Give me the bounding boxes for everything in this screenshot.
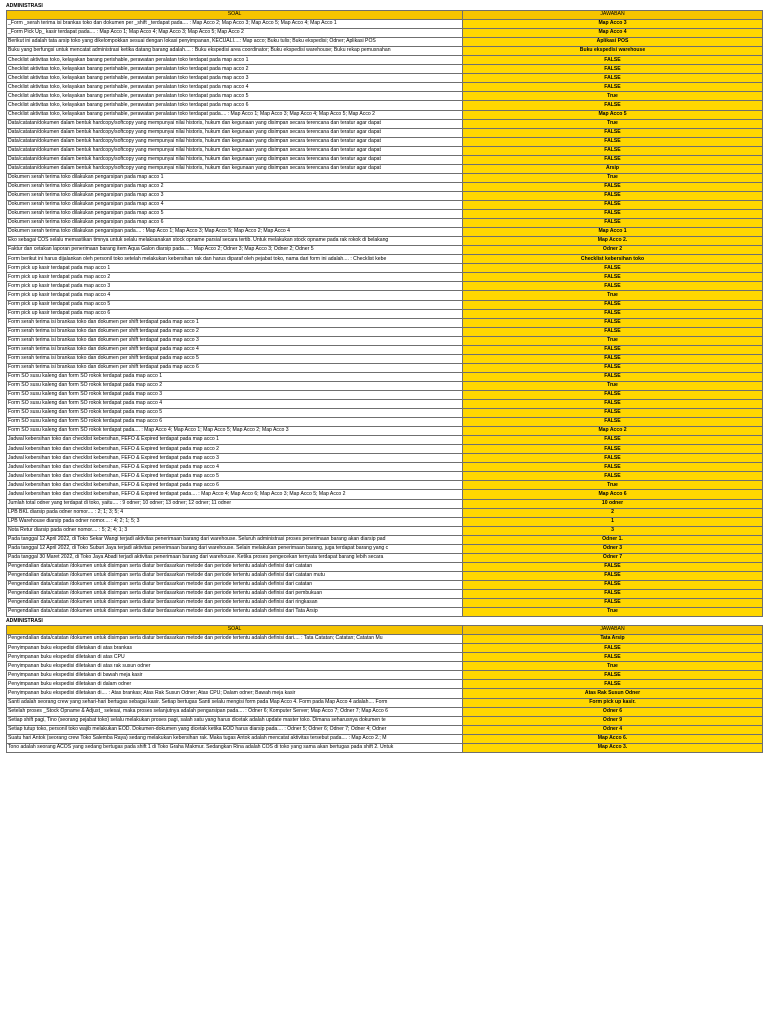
soal-cell[interactable]: Pengendalian data/catatan /dokumen untuk disimpan serta diatur berdasarkan metode dan periode tertentu adalah definisi dari catatan mutu bbox=[7, 571, 463, 580]
table-row bbox=[7, 553, 763, 562]
soal-cell[interactable]: Pada tanggal 12 April 2022, di Toko Sekar Wangi terjadi aktivitas penerimaan barang dari warehouse. Seluruh administrasi proses penerimaan barang akan diarsip pad bbox=[7, 535, 463, 544]
table-row bbox=[7, 83, 763, 92]
jawaban-cell[interactable]: Tata Arsip bbox=[463, 635, 763, 644]
jawaban-cell[interactable]: Odner 1. bbox=[463, 535, 763, 544]
soal-cell[interactable]: Suatu hari Antok (seorang crew Toko Salemba Raya) sedang melakukan kebersihan rak. Maka tugas Antok adalah mencatat aktivitas tersebut pada.... : Map Acco 2.; M bbox=[7, 734, 463, 743]
table-row bbox=[7, 671, 763, 680]
jawaban-cell[interactable]: FALSE bbox=[463, 472, 763, 481]
jawaban-cell[interactable]: True bbox=[463, 608, 763, 617]
table-row bbox=[7, 463, 763, 472]
table-row bbox=[7, 734, 763, 743]
jawaban-cell[interactable]: Odner 3 bbox=[463, 544, 763, 553]
soal-cell[interactable]: Pengendalian data/catatan /dokumen untuk disimpan serta diatur berdasarkan metode dan periode tertentu adalah definisi dari Tata Arsip bbox=[7, 608, 463, 617]
soal-cell[interactable]: Pengendalian data/catatan /dokumen untuk disimpan serta diatur berdasarkan metode dan periode tertentu adalah definisi dari catatan bbox=[7, 562, 463, 571]
soal-cell[interactable]: Form SO susu kaleng dan form SO rokok terdapat pada map acco 5 bbox=[7, 409, 463, 418]
table-row bbox=[7, 517, 763, 526]
jawaban-cell[interactable]: Map Acco 3 bbox=[463, 20, 763, 29]
soal-cell[interactable]: LPB BKL diarsip pada odner nomor.... : 2; 1; 3; 5; 4 bbox=[7, 508, 463, 517]
table-row bbox=[7, 454, 763, 463]
soal-cell[interactable]: Form pick up kasir terdapat pada map acco 6 bbox=[7, 309, 463, 318]
soal-cell[interactable]: Checklist aktivitas toko, kelayakan barang perishable, perawatan peralatan toko terdapat pada map acco 1 bbox=[7, 56, 463, 65]
table-row bbox=[7, 409, 763, 418]
jawaban-cell[interactable]: FALSE bbox=[463, 653, 763, 662]
jawaban-cell[interactable]: FALSE bbox=[463, 210, 763, 219]
soal-cell[interactable]: Setiap shift pagi, Tino (seorang pejabat toko) selalu melakukan proses pagi, salah satu yang harus dicetak adalah update master toko. Dimana seharusnya dokumen te bbox=[7, 716, 463, 725]
table-row bbox=[7, 29, 763, 38]
jawaban-cell[interactable]: True bbox=[463, 381, 763, 390]
table-body bbox=[7, 20, 763, 617]
soal-cell[interactable]: Penyimpanan buku ekspedisi diletakan di.... : Atas brankas; Atas Rak Susun Odner; Atas CPU; Dalam odner; Bawah meja kasir bbox=[7, 689, 463, 698]
jawaban-cell[interactable]: FALSE bbox=[463, 155, 763, 164]
soal-cell[interactable]: Form SO susu kaleng dan form SO rokok terdapat pada map acco 6 bbox=[7, 418, 463, 427]
table-row bbox=[7, 56, 763, 65]
soal-cell[interactable]: Jadwal kebersihan toko dan checklist kebersihan, FEFO & Expired terdapat pada map acco 5 bbox=[7, 472, 463, 481]
soal-cell[interactable]: Dokumen serah terima toko dilakukan pengarsipan pada map acco 4 bbox=[7, 200, 463, 209]
table-row bbox=[7, 544, 763, 553]
soal-cell[interactable]: Form serah terima isi brankas toko dan dokumen per shift terdapat pada map acco 3 bbox=[7, 336, 463, 345]
soal-cell[interactable]: _Form Pick Up_ kasir terdapat pada.... : Map Acco 1; Map Acco 4; Map Acco 3; Map Acco 5; Map Acco 2 bbox=[7, 29, 463, 38]
table-row bbox=[7, 743, 763, 752]
jawaban-cell[interactable]: True bbox=[463, 336, 763, 345]
table-row bbox=[7, 264, 763, 273]
table-row bbox=[7, 255, 763, 264]
soal-cell[interactable]: Form SO susu kaleng dan form SO rokok terdapat pada map acco 4 bbox=[7, 400, 463, 409]
jawaban-cell[interactable]: FALSE bbox=[463, 318, 763, 327]
soal-cell[interactable]: Jadwal kebersihan toko dan checklist kebersihan, FEFO & Expired terdapat pada map acco 1 bbox=[7, 436, 463, 445]
table-row bbox=[7, 345, 763, 354]
section-title: ADMINISTRASI bbox=[6, 618, 43, 625]
table-row bbox=[7, 725, 763, 734]
soal-cell[interactable]: Data/catatan/dokumen dalam bentuk hardcopy/softcopy yang mempunyai nilai historis, hukum dan kegunaan yang disimpan secara terencana dan teratur agar dapat bbox=[7, 119, 463, 128]
soal-cell[interactable]: Form serah terima isi brankas toko dan dokumen per shift terdapat pada map acco 1 bbox=[7, 318, 463, 327]
jawaban-cell[interactable]: FALSE bbox=[463, 445, 763, 454]
qa-table-2 bbox=[6, 625, 763, 753]
soal-cell[interactable]: Santi adalah seorang crew yang sehari-hari bertugas sebagai kasir. Setiap bertugas Santi selalu mengisi form pada Map Acco 4. Form pada Map Acco 4 adalah.... Form bbox=[7, 698, 463, 707]
table-row bbox=[7, 128, 763, 137]
table-row bbox=[7, 427, 763, 436]
jawaban-cell[interactable]: FALSE bbox=[463, 390, 763, 399]
table-row bbox=[7, 608, 763, 617]
table-row bbox=[7, 490, 763, 499]
table-row bbox=[7, 327, 763, 336]
jawaban-cell[interactable]: 2 bbox=[463, 508, 763, 517]
jawaban-cell[interactable]: Map Acco 2. bbox=[463, 237, 763, 246]
table-row bbox=[7, 381, 763, 390]
soal-cell[interactable]: Form serah terima isi brankas toko dan dokumen per shift terdapat pada map acco 4 bbox=[7, 345, 463, 354]
soal-cell[interactable]: Pengendalian data/catatan /dokumen untuk disimpan serta diatur berdasarkan metode dan periode tertentu adalah definisi dari pembukuan bbox=[7, 590, 463, 599]
soal-cell[interactable]: Form berikut ini harus dijalankan oleh personil toko setelah melakukan kebersihan rak dan harus diparaf oleh pejabat toko, nama dari form ini adalah.... : Checklist kebe bbox=[7, 255, 463, 264]
soal-cell[interactable]: Form SO susu kaleng dan form SO rokok terdapat pada.... : Map Acco 4; Map Acco 1; Map Acco 5; Map Acco 2; Map Acco 3 bbox=[7, 427, 463, 436]
soal-cell[interactable]: Pengendalian data/catatan /dokumen untuk disimpan serta diatur berdasarkan metode dan periode tertentu adalah definisi dari.... : Tata Catatan; Catatan; Catatan Mu bbox=[7, 635, 463, 644]
jawaban-cell[interactable]: Aplikasi POS bbox=[463, 38, 763, 47]
table-row bbox=[7, 237, 763, 246]
table-row bbox=[7, 92, 763, 101]
soal-header: SOAL bbox=[7, 11, 463, 20]
soal-cell[interactable]: Penyimpanan buku ekspedisi diletakan di atas brankas bbox=[7, 644, 463, 653]
table-row bbox=[7, 662, 763, 671]
table-row bbox=[7, 680, 763, 689]
table-row bbox=[7, 689, 763, 698]
table-row bbox=[7, 300, 763, 309]
table-row bbox=[7, 309, 763, 318]
soal-cell[interactable]: Buku yang berfungsi untuk mencatat administrasi ketika datang barang adalah.... : Buku ekspedisi area coordinator; Buku ekspedisi warehouse; Buku rekap pemusnahan bbox=[7, 47, 463, 56]
soal-cell[interactable]: Form SO susu kaleng dan form SO rokok terdapat pada map acco 2 bbox=[7, 381, 463, 390]
jawaban-cell[interactable]: FALSE bbox=[463, 580, 763, 589]
jawaban-header: JAWABAN bbox=[463, 626, 763, 635]
table-row bbox=[7, 155, 763, 164]
soal-cell[interactable]: Checklist aktivitas toko, kelayakan barang perishable, perawatan peralatan toko terdapat pada map acco 3 bbox=[7, 74, 463, 83]
jawaban-cell[interactable]: FALSE bbox=[463, 345, 763, 354]
table-row bbox=[7, 698, 763, 707]
soal-cell[interactable]: Dokumen serah terima toko dilakukan pengarsipan pada map acco 2 bbox=[7, 182, 463, 191]
jawaban-cell[interactable]: FALSE bbox=[463, 101, 763, 110]
spreadsheet bbox=[6, 2, 762, 753]
soal-cell[interactable]: Penyimpanan buku ekspedisi diletakan di atas CPU bbox=[7, 653, 463, 662]
jawaban-cell[interactable]: FALSE bbox=[463, 363, 763, 372]
table-row bbox=[7, 481, 763, 490]
jawaban-cell[interactable]: FALSE bbox=[463, 671, 763, 680]
soal-cell[interactable]: Penyimpanan buku ekspedisi diletakan di bawah meja kasir bbox=[7, 671, 463, 680]
soal-cell[interactable]: Form serah terima isi brankas toko dan dokumen per shift terdapat pada map acco 2 bbox=[7, 327, 463, 336]
jawaban-cell[interactable]: 3 bbox=[463, 526, 763, 535]
table-row bbox=[7, 110, 763, 119]
jawaban-cell[interactable]: FALSE bbox=[463, 282, 763, 291]
jawaban-cell[interactable]: Checklist kebersihan toko bbox=[463, 255, 763, 264]
table-row bbox=[7, 336, 763, 345]
qa-table-1 bbox=[6, 10, 763, 617]
soal-cell[interactable]: Penyimpanan buku ekspedisi diletakan di dalam odner bbox=[7, 680, 463, 689]
jawaban-cell[interactable]: Map Acco 6. bbox=[463, 734, 763, 743]
soal-cell[interactable]: Pengendalian data/catatan /dokumen untuk disimpan serta diatur berdasarkan metode dan periode tertentu adalah definisi dari ringkasan bbox=[7, 599, 463, 608]
table-row bbox=[7, 38, 763, 47]
soal-cell[interactable]: Checklist aktivitas toko, kelayakan barang perishable, perawatan peralatan toko terdapat pada map acco 5 bbox=[7, 92, 463, 101]
jawaban-cell[interactable]: Map Acco 4 bbox=[463, 29, 763, 38]
jawaban-cell[interactable]: Odner 4 bbox=[463, 725, 763, 734]
jawaban-cell[interactable]: Map Acco 5 bbox=[463, 110, 763, 119]
jawaban-cell[interactable]: FALSE bbox=[463, 463, 763, 472]
table-row bbox=[7, 363, 763, 372]
jawaban-cell[interactable]: True bbox=[463, 662, 763, 671]
table-row bbox=[7, 526, 763, 535]
jawaban-cell[interactable]: Map Acco 1 bbox=[463, 228, 763, 237]
table-row bbox=[7, 282, 763, 291]
jawaban-cell[interactable]: FALSE bbox=[463, 562, 763, 571]
soal-cell[interactable]: Data/catatan/dokumen dalam bentuk hardcopy/softcopy yang mempunyai nilai historis, hukum dan kegunaan yang disimpan secara terencana dan teratur agar dapat bbox=[7, 155, 463, 164]
jawaban-cell[interactable]: FALSE bbox=[463, 83, 763, 92]
soal-cell[interactable]: Dokumen serah terima toko dilakukan pengarsipan pada map acco 5 bbox=[7, 210, 463, 219]
table-row bbox=[7, 590, 763, 599]
table-row bbox=[7, 246, 763, 255]
table-row bbox=[7, 400, 763, 409]
soal-cell[interactable]: Dokumen serah terima toko dilakukan pengarsipan pada.... : Map Acco 1; Map Acco 3; Map Acco 5; Map Acco 2; Map Acco 4 bbox=[7, 228, 463, 237]
soal-cell[interactable]: Tono adalah seorang ACOS yang sedang bertugas pada shift 1 di Toko Graha Makmur. Sedangkan Rina adalah COS di toko yang sama akan bertugas pada shift 2. Untuk bbox=[7, 743, 463, 752]
table-row bbox=[7, 291, 763, 300]
table-row bbox=[7, 472, 763, 481]
jawaban-cell[interactable]: True bbox=[463, 291, 763, 300]
soal-cell[interactable]: Setiap tutup toko, personil toko wajib melakukan EOD. Dokumen-dokumen yang dicetak ketika EOD harus diarsip pada.... : Odner 5; Odner 6; Odner 7; Odner 4; Odner bbox=[7, 725, 463, 734]
soal-cell[interactable]: Checklist aktivitas toko, kelayakan barang perishable, perawatan peralatan toko terdapat pada map acco 4 bbox=[7, 83, 463, 92]
table-row bbox=[7, 65, 763, 74]
table-row bbox=[7, 418, 763, 427]
table-row bbox=[7, 508, 763, 517]
jawaban-cell[interactable]: Odner 6 bbox=[463, 707, 763, 716]
jawaban-cell[interactable]: FALSE bbox=[463, 599, 763, 608]
table-row bbox=[7, 653, 763, 662]
jawaban-cell[interactable]: 10 odner bbox=[463, 499, 763, 508]
soal-cell[interactable]: Form SO susu kaleng dan form SO rokok terdapat pada map acco 3 bbox=[7, 390, 463, 399]
table-row bbox=[7, 599, 763, 608]
table-row bbox=[7, 716, 763, 725]
section-title: ADMINISTRASI bbox=[6, 3, 43, 9]
jawaban-cell[interactable]: 1 bbox=[463, 517, 763, 526]
jawaban-cell[interactable]: FALSE bbox=[463, 182, 763, 191]
table-row bbox=[7, 182, 763, 191]
soal-cell[interactable]: Checklist aktivitas toko, kelayakan barang perishable, perawatan peralatan toko terdapat pada.... : Map Acco 1; Map Acco 3; Map Acco 4; Map Acco 5; Map Acco 2 bbox=[7, 110, 463, 119]
jawaban-cell[interactable]: FALSE bbox=[463, 74, 763, 83]
soal-cell[interactable]: Form pick up kasir terdapat pada map acco 1 bbox=[7, 264, 463, 273]
table-row bbox=[7, 146, 763, 155]
jawaban-cell[interactable]: FALSE bbox=[463, 571, 763, 580]
soal-cell[interactable]: Jadwal kebersihan toko dan checklist kebersihan, FEFO & Expired terdapat pada map acco 6 bbox=[7, 481, 463, 490]
soal-cell[interactable]: Checklist aktivitas toko, kelayakan barang perishable, perawatan peralatan toko terdapat pada map acco 6 bbox=[7, 101, 463, 110]
soal-cell[interactable]: Data/catatan/dokumen dalam bentuk hardcopy/softcopy yang mempunyai nilai historis, hukum dan kegunaan yang disimpan secara terencana dan teratur agar dapat bbox=[7, 137, 463, 146]
soal-cell[interactable]: Pengendalian data/catatan /dokumen untuk disimpan serta diatur berdasarkan metode dan periode tertentu adalah definisi dari catatan bbox=[7, 580, 463, 589]
soal-cell[interactable]: Nota Retur diarsip pada odner nomor.... : 5; 2; 4; 1; 3 bbox=[7, 526, 463, 535]
jawaban-cell[interactable]: Map Acco 6 bbox=[463, 490, 763, 499]
soal-cell[interactable]: Jadwal kebersihan toko dan checklist kebersihan, FEFO & Expired terdapat pada.... : Map Acco 4; Map Acco 6; Map Acco 3; Map Acco 5; Map Acco 2 bbox=[7, 490, 463, 499]
table-row bbox=[7, 173, 763, 182]
jawaban-cell[interactable]: FALSE bbox=[463, 300, 763, 309]
table-row bbox=[7, 74, 763, 83]
soal-cell[interactable]: Data/catatan/dokumen dalam bentuk hardcopy/softcopy yang mempunyai nilai historis, hukum dan kegunaan yang disimpan secara terencana dan teratur agar dapat bbox=[7, 164, 463, 173]
soal-cell[interactable]: Pada tanggal 12 April 2022, di Toko Suburi Jaya terjadi aktivitas penerimaan barang dari warehouse. Selain melakukan penerimaan barang, juga terdapat barang yang c bbox=[7, 544, 463, 553]
soal-cell[interactable]: Dokumen serah terima toko dilakukan pengarsipan pada map acco 1 bbox=[7, 173, 463, 182]
jawaban-header: JAWABAN bbox=[463, 11, 763, 20]
jawaban-cell[interactable]: FALSE bbox=[463, 400, 763, 409]
jawaban-cell[interactable]: FALSE bbox=[463, 128, 763, 137]
table-row bbox=[7, 562, 763, 571]
table-row bbox=[7, 390, 763, 399]
table-row bbox=[7, 200, 763, 209]
soal-cell[interactable]: Faktur dan cetakan laporan penerimaan barang item Aqua Galon diarsip pada.... : Map Acco 2; Odner 3; Map Acco 3; Odner 2; Odner 5 bbox=[7, 246, 463, 255]
table-row bbox=[7, 191, 763, 200]
table-row bbox=[7, 101, 763, 110]
soal-cell[interactable]: Jumlah total odner yang terdapat di toko, yaitu.... : 9 odner; 10 odner; 13 odner; 12 odner; 11 odner bbox=[7, 499, 463, 508]
soal-cell[interactable]: Checklist aktivitas toko, kelayakan barang perishable, perawatan peralatan toko terdapat pada map acco 2 bbox=[7, 65, 463, 74]
table-row bbox=[7, 210, 763, 219]
jawaban-cell[interactable]: FALSE bbox=[463, 418, 763, 427]
table-row bbox=[7, 219, 763, 228]
soal-cell[interactable]: Berikut ini adalah tata arsip toko yang dikelompokkan sesuai dengan lokasi penyimpanan, KECUALI....: Map acco; Buku tulis; Buku ekspedisi; Odner; Aplikasi POS bbox=[7, 38, 463, 47]
jawaban-cell[interactable]: Buku ekspedisi warehouse bbox=[463, 47, 763, 56]
soal-cell[interactable]: Dokumen serah terima toko dilakukan pengarsipan pada map acco 6 bbox=[7, 219, 463, 228]
jawaban-cell[interactable]: Odner 9 bbox=[463, 716, 763, 725]
jawaban-cell[interactable]: FALSE bbox=[463, 56, 763, 65]
jawaban-cell[interactable]: FALSE bbox=[463, 309, 763, 318]
jawaban-cell[interactable]: Arsip bbox=[463, 164, 763, 173]
jawaban-cell[interactable]: FALSE bbox=[463, 273, 763, 282]
jawaban-cell[interactable]: True bbox=[463, 481, 763, 490]
jawaban-cell[interactable]: FALSE bbox=[463, 644, 763, 653]
table-row bbox=[7, 273, 763, 282]
jawaban-cell[interactable]: FALSE bbox=[463, 590, 763, 599]
jawaban-cell[interactable]: FALSE bbox=[463, 191, 763, 200]
table-row bbox=[7, 644, 763, 653]
jawaban-cell[interactable]: Odner 2 bbox=[463, 246, 763, 255]
jawaban-cell[interactable]: FALSE bbox=[463, 264, 763, 273]
jawaban-cell[interactable]: FALSE bbox=[463, 137, 763, 146]
jawaban-cell[interactable]: FALSE bbox=[463, 200, 763, 209]
jawaban-cell[interactable]: FALSE bbox=[463, 219, 763, 228]
table-row bbox=[7, 635, 763, 644]
jawaban-cell[interactable]: Form pick up kasir. bbox=[463, 698, 763, 707]
table-row bbox=[7, 164, 763, 173]
soal-cell[interactable]: Form serah terima isi brankas toko dan dokumen per shift terdapat pada map acco 5 bbox=[7, 354, 463, 363]
soal-cell[interactable]: Penyimpanan buku ekspedisi diletakan di atas rak susun odner bbox=[7, 662, 463, 671]
soal-cell[interactable]: Form pick up kasir terdapat pada map acco 5 bbox=[7, 300, 463, 309]
jawaban-cell[interactable]: FALSE bbox=[463, 680, 763, 689]
jawaban-cell[interactable]: Map Acco 2 bbox=[463, 427, 763, 436]
table-row bbox=[7, 20, 763, 29]
table-row bbox=[7, 445, 763, 454]
soal-cell[interactable]: Form SO susu kaleng dan form SO rokok terdapat pada map acco 1 bbox=[7, 372, 463, 381]
jawaban-cell[interactable]: FALSE bbox=[463, 436, 763, 445]
jawaban-cell[interactable]: FALSE bbox=[463, 354, 763, 363]
soal-cell[interactable]: Form pick up kasir terdapat pada map acco 4 bbox=[7, 291, 463, 300]
jawaban-cell[interactable]: Map Acco 3. bbox=[463, 743, 763, 752]
soal-cell[interactable]: Eko sebagai COS selalu memastikan timnya untuk selalu melaksanakan stock opname parsial secara tertib. Untuk melakukan stock opname pada rak rokok di belakang bbox=[7, 237, 463, 246]
soal-cell[interactable]: Dokumen serah terima toko dilakukan pengarsipan pada map acco 3 bbox=[7, 191, 463, 200]
table-row bbox=[7, 372, 763, 381]
jawaban-cell[interactable]: FALSE bbox=[463, 146, 763, 155]
soal-cell[interactable]: Jadwal kebersihan toko dan checklist kebersihan, FEFO & Expired terdapat pada map acco 2 bbox=[7, 445, 463, 454]
table-row bbox=[7, 436, 763, 445]
soal-cell[interactable]: _Form _serah terima isi brankas toko dan dokumen per _shift _terdapat pada.... : Map Acco 2; Map Acco 3; Map Acco 5; Map Acco 4; Map Acco 1 bbox=[7, 20, 463, 29]
soal-cell[interactable]: Form serah terima isi brankas toko dan dokumen per shift terdapat pada map acco 6 bbox=[7, 363, 463, 372]
table-row bbox=[7, 137, 763, 146]
soal-cell[interactable]: Form pick up kasir terdapat pada map acco 3 bbox=[7, 282, 463, 291]
jawaban-cell[interactable]: FALSE bbox=[463, 65, 763, 74]
header-row bbox=[7, 626, 763, 635]
soal-cell[interactable]: Data/catatan/dokumen dalam bentuk hardcopy/softcopy yang mempunyai nilai historis, hukum dan kegunaan yang disimpan secara terencana dan teratur agar dapat bbox=[7, 146, 463, 155]
table-row bbox=[7, 47, 763, 56]
table-row bbox=[7, 535, 763, 544]
jawaban-cell[interactable]: Atas Rak Susun Odner bbox=[463, 689, 763, 698]
soal-cell[interactable]: Pada tanggal 30 Maret 2022, di Toko Jaya Abadi terjadi aktivitas penerimaan barang dari warehouse. Ketika proses pengecekan ternyata terdapat barang lebih secara bbox=[7, 553, 463, 562]
table-row bbox=[7, 354, 763, 363]
header-row bbox=[7, 11, 763, 20]
soal-cell[interactable]: Data/catatan/dokumen dalam bentuk hardcopy/softcopy yang mempunyai nilai historis, hukum dan kegunaan yang disimpan secara terencana dan teratur agar dapat bbox=[7, 128, 463, 137]
table-row bbox=[7, 228, 763, 237]
jawaban-cell[interactable]: True bbox=[463, 119, 763, 128]
jawaban-cell[interactable]: True bbox=[463, 92, 763, 101]
table-row bbox=[7, 571, 763, 580]
table-body bbox=[7, 635, 763, 753]
table-row bbox=[7, 580, 763, 589]
soal-cell[interactable]: Form pick up kasir terdapat pada map acco 2 bbox=[7, 273, 463, 282]
jawaban-cell[interactable]: FALSE bbox=[463, 454, 763, 463]
soal-cell[interactable]: Jadwal kebersihan toko dan checklist kebersihan, FEFO & Expired terdapat pada map acco 4 bbox=[7, 463, 463, 472]
jawaban-cell[interactable]: FALSE bbox=[463, 409, 763, 418]
table-row bbox=[7, 119, 763, 128]
soal-header: SOAL bbox=[7, 626, 463, 635]
jawaban-cell[interactable]: True bbox=[463, 173, 763, 182]
table-row bbox=[7, 318, 763, 327]
soal-cell[interactable]: Setelah proses _Stock Opname & Adjust_ selesai, maka proses selanjutnya adalah pengarsipan pada.... : Odner 6; Komputer Server; Map Acco 7; Odner 7; Map Acco 6 bbox=[7, 707, 463, 716]
jawaban-cell[interactable]: FALSE bbox=[463, 327, 763, 336]
soal-cell[interactable]: Jadwal kebersihan toko dan checklist kebersihan, FEFO & Expired terdapat pada map acco 3 bbox=[7, 454, 463, 463]
table-row bbox=[7, 499, 763, 508]
table-row bbox=[7, 707, 763, 716]
jawaban-cell[interactable]: Odner 7 bbox=[463, 553, 763, 562]
jawaban-cell[interactable]: FALSE bbox=[463, 372, 763, 381]
soal-cell[interactable]: LPB Warehouse diarsip pada odner nomor.... : 4; 2; 1; 5; 3 bbox=[7, 517, 463, 526]
